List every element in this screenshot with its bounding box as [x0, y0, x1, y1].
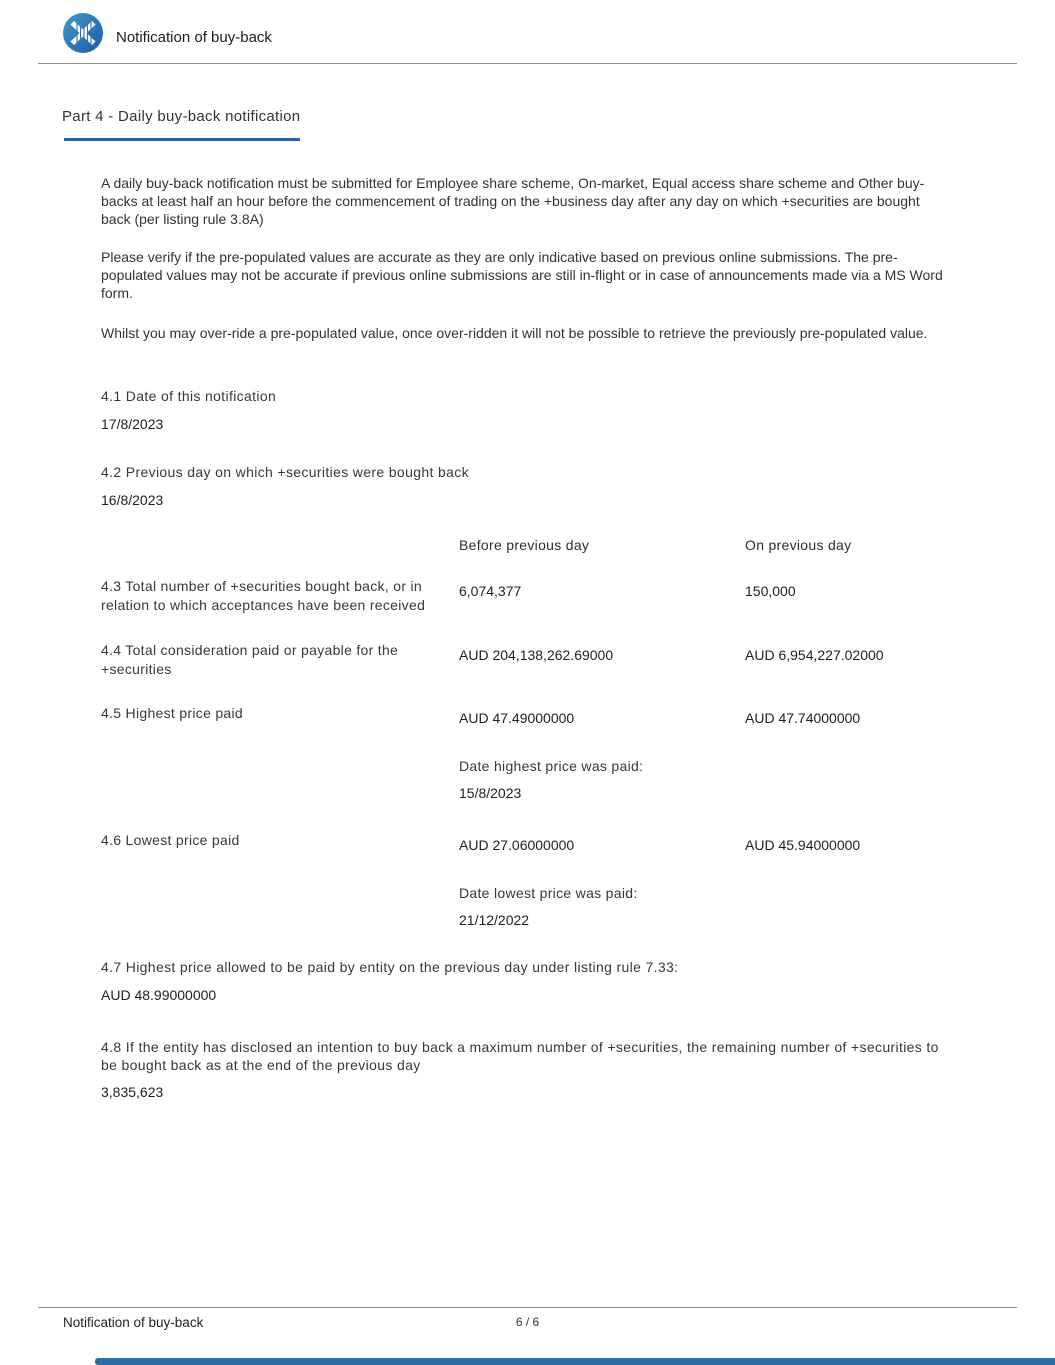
- row-4-5-label: 4.5 Highest price paid: [101, 705, 244, 721]
- buyback-table: [101, 537, 965, 928]
- table-row-4-3: [101, 577, 965, 615]
- row-4-3-before-value: 6,074,377: [459, 583, 522, 599]
- row-4-6-on-value: AUD 45.94000000: [745, 837, 861, 853]
- asx-logo-icon: [63, 13, 103, 53]
- date-lowest-price-value: 21/12/2022: [459, 912, 530, 928]
- page-number: 6 / 6: [515, 1315, 540, 1329]
- intro-paragraph-2: Please verify if the pre-populated values are accurate as they are only indicative based on previous online submissions. The pre-populated values may not be accurate if previous online submissions are still in-flight or in case of announcements made via a MS Word form.: [101, 249, 943, 301]
- field-4-2-value: 16/8/2023: [101, 492, 164, 508]
- page-footer: [0, 1307, 1055, 1330]
- table-row-4-6-sub-label: [101, 884, 965, 903]
- footer-divider: [38, 1307, 1017, 1308]
- table-row-4-4: [101, 641, 965, 679]
- header-title: Notification of buy-back: [116, 29, 272, 46]
- row-4-4-before-value: AUD 204,138,262.69000: [459, 647, 614, 663]
- intro-paragraph-1: A daily buy-back notification must be submitted for Employee share scheme, On-market, Equal access share scheme and Other buy-backs at least half an hour before the commencement of trading on the +business day after any day on which +securities are bought back (per listing rule 3.8A): [101, 175, 925, 227]
- row-4-4-on-value: AUD 6,954,227.02000: [745, 647, 884, 663]
- field-4-7-value: AUD 48.99000000: [101, 987, 217, 1003]
- column-header-on-previous-day: On previous day: [745, 537, 852, 553]
- row-4-3-label: 4.3 Total number of +securities bought back, or in relation to which acceptances have been received: [101, 578, 426, 613]
- row-4-6-label: 4.6 Lowest price paid: [101, 832, 240, 848]
- field-4-1-label: 4.1 Date of this notification: [101, 388, 277, 404]
- date-highest-price-label: Date highest price was paid:: [459, 758, 644, 774]
- field-4-2-label: 4.2 Previous day on which +securities were bought back: [101, 464, 469, 480]
- field-4-7-label: 4.7 Highest price allowed to be paid by entity on the previous day under listing rule 7.33:: [101, 959, 679, 975]
- footer-title: Notification of buy-back: [63, 1315, 204, 1330]
- row-4-5-on-value: AUD 47.74000000: [745, 710, 861, 726]
- date-highest-price-value: 15/8/2023: [459, 785, 522, 801]
- form-content: [101, 387, 965, 1101]
- row-4-3-on-value: 150,000: [745, 583, 796, 599]
- table-row-4-5: [101, 704, 965, 726]
- part-title: Part 4 - Daily buy-back notification: [62, 108, 301, 125]
- row-4-6-before-value: AUD 27.06000000: [459, 837, 575, 853]
- field-4-8-label: 4.8 If the entity has disclosed an intention to buy back a maximum number of +securities, the remaining number of +securities to be bought back as at the end of the previous day: [101, 1039, 939, 1073]
- table-header-row: [101, 537, 965, 553]
- table-row-4-5-sub-value: [101, 785, 965, 801]
- page-header: [0, 0, 1055, 63]
- intro-section: [101, 174, 949, 342]
- row-4-5-before-value: AUD 47.49000000: [459, 710, 575, 726]
- date-lowest-price-label: Date lowest price was paid:: [459, 885, 638, 901]
- field-4-8-value: 3,835,623: [101, 1084, 164, 1100]
- table-row-4-6: [101, 831, 965, 853]
- part-title-underline: [64, 138, 300, 141]
- table-row-4-5-sub-label: [101, 757, 965, 776]
- intro-paragraph-3: Whilst you may over-ride a pre-populated value, once over-ridden it will not be possible to retrieve the previously pre-populated value.: [101, 325, 928, 341]
- row-4-4-label: 4.4 Total consideration paid or payable for the +securities: [101, 642, 399, 677]
- column-header-before-previous-day: Before previous day: [459, 537, 590, 553]
- bottom-accent-bar: [95, 1358, 1055, 1365]
- field-4-1-value: 17/8/2023: [101, 416, 164, 432]
- table-row-4-6-sub-value: [101, 912, 965, 928]
- header-divider: [38, 63, 1017, 64]
